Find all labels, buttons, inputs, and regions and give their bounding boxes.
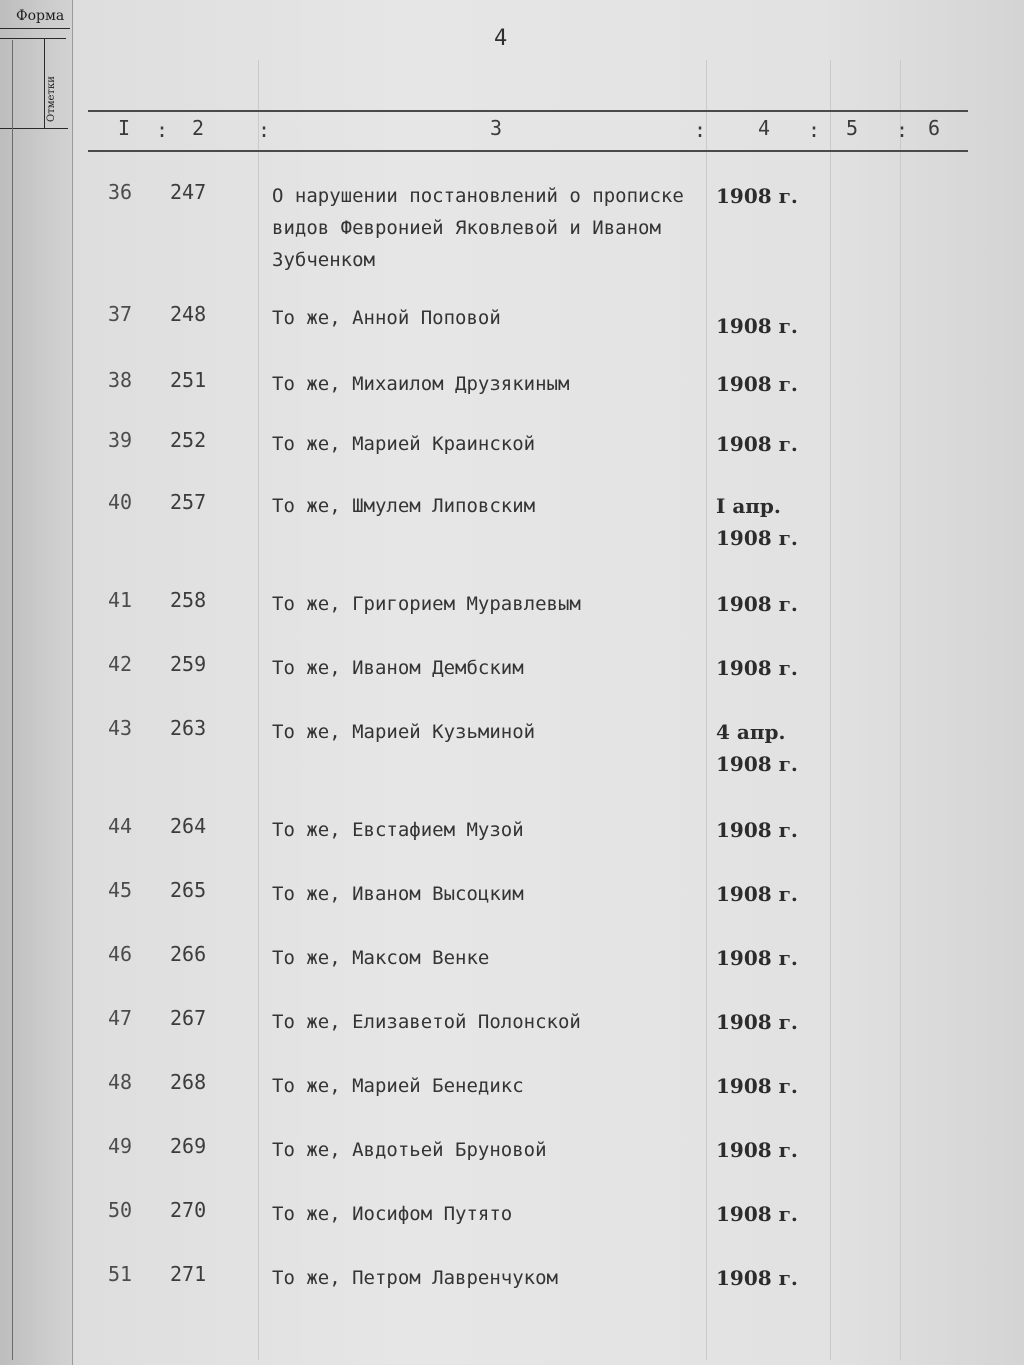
case-number: 247	[170, 180, 207, 204]
row-index: 36	[108, 180, 133, 204]
row-index: 45	[108, 878, 133, 902]
row-index: 42	[108, 652, 133, 676]
case-title: То же, Максом Венке	[272, 947, 490, 969]
case-number: 269	[170, 1134, 207, 1158]
case-title: То же, Марией Краинской	[272, 433, 536, 455]
case-number: 268	[170, 1070, 207, 1094]
case-number: 271	[170, 1262, 207, 1286]
case-title: То же, Михаилом Друзякиным	[272, 373, 570, 395]
form-label: Форма	[16, 8, 65, 24]
row-index: 50	[108, 1198, 133, 1222]
case-date: 1908 г.	[716, 882, 798, 906]
row-index: 37	[108, 302, 133, 326]
case-number: 251	[170, 368, 207, 392]
case-number: 259	[170, 652, 207, 676]
case-number: 266	[170, 942, 207, 966]
case-title: То же, Григорием Муравлевым	[272, 593, 581, 615]
case-date: 1908 г.	[716, 432, 798, 456]
column-header-3: 3	[490, 116, 505, 140]
case-date: 1908 г.	[716, 656, 798, 680]
case-number: 264	[170, 814, 207, 838]
row-index: 40	[108, 490, 133, 514]
case-number: 267	[170, 1006, 207, 1030]
case-date: 1908 г.	[716, 1074, 798, 1098]
case-date: 1908 г.	[716, 946, 798, 970]
margin-label: Отметки	[46, 76, 57, 122]
case-title: То же, Анной Поповой	[272, 307, 501, 329]
case-title: То же, Иваном Дембским	[272, 657, 524, 679]
case-date: 1908 г.	[716, 372, 798, 396]
row-index: 44	[108, 814, 133, 838]
column-separator: :	[896, 118, 909, 142]
case-title: То же, Иваном Высоцким	[272, 883, 524, 905]
case-title: То же, Иосифом Путято	[272, 1203, 513, 1225]
row-index: 48	[108, 1070, 133, 1094]
column-separator: :	[156, 118, 169, 142]
column-header-4: 4	[758, 116, 773, 140]
row-index: 46	[108, 942, 133, 966]
row-index: 43	[108, 716, 133, 740]
column-header-6: 6	[928, 116, 943, 140]
case-title: То же, Елизаветой Полонской	[272, 1011, 581, 1033]
column-separator: :	[808, 118, 821, 142]
case-title: То же, Евстафием Музой	[272, 819, 524, 841]
column-header-2: 2	[192, 116, 207, 140]
case-date: 1908 г.	[716, 1202, 798, 1226]
case-date: 1908 г.	[716, 1010, 798, 1034]
page-number: 4	[494, 26, 508, 51]
row-index: 49	[108, 1134, 133, 1158]
case-date: 1908 г.	[716, 314, 798, 338]
case-number: 258	[170, 588, 207, 612]
case-title: То же, Авдотьей Бруновой	[272, 1139, 547, 1161]
case-date: 1908 г.	[716, 818, 798, 842]
case-title: То же, Шмулем Липовским	[272, 495, 536, 517]
row-index: 39	[108, 428, 133, 452]
case-number: 248	[170, 302, 207, 326]
case-title: То же, Петром Лавренчуком	[272, 1267, 558, 1289]
column-separator: :	[258, 118, 271, 142]
case-number: 270	[170, 1198, 207, 1222]
case-date: 4 апр. 1908 г.	[716, 720, 798, 776]
case-date: 1908 г.	[716, 1266, 798, 1290]
case-number: 252	[170, 428, 207, 452]
column-separator: :	[694, 118, 707, 142]
column-header-1: I	[118, 116, 133, 140]
case-date: I апр. 1908 г.	[716, 494, 798, 550]
case-number: 257	[170, 490, 207, 514]
case-date: 1908 г.	[716, 184, 798, 208]
case-number: 263	[170, 716, 207, 740]
case-title: То же, Марией Кузьминой	[272, 721, 536, 743]
case-date: 1908 г.	[716, 1138, 798, 1162]
case-title: О нарушении постановлений о прописке видов Февронией Яковлевой и Иваном Зубченком	[272, 185, 684, 271]
case-date: 1908 г.	[716, 592, 798, 616]
row-index: 38	[108, 368, 133, 392]
case-number: 265	[170, 878, 207, 902]
row-index: 51	[108, 1262, 133, 1286]
row-index: 41	[108, 588, 133, 612]
row-index: 47	[108, 1006, 133, 1030]
column-header-5: 5	[846, 116, 861, 140]
case-title: То же, Марией Бенедикс	[272, 1075, 524, 1097]
